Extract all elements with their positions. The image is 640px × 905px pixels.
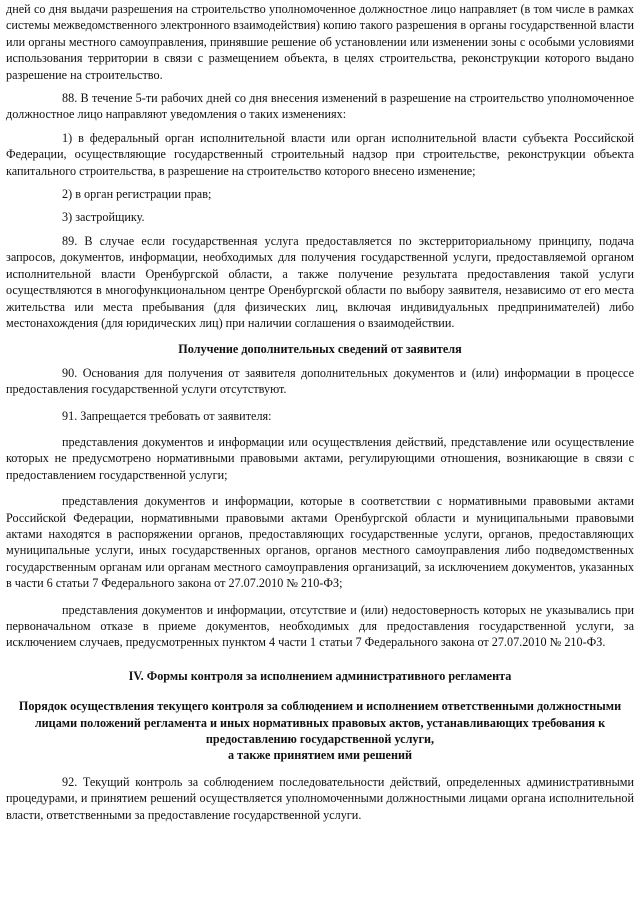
list-item-3: 3) застройщику. [62, 210, 145, 225]
section-heading-current-control-cont: а также принятием ими решений [227, 748, 413, 763]
paragraph-92: 92. Текущий контроль за соблюдением последовательности действий, определенных административными процедурами, и принятием решений осуществляется уполномоченными должностными лицами органа исполнительной власти, ответственными за предоставление государственной услуги. [6, 774, 634, 822]
paragraph-89: 89. В случае если государственная услуга предоставляется по экстерриториальному принципу, подача запросов, документов, информации, необходимых для получения государственной услуги, предоставляемой органом исполнительной власти Оренбургской области, а также получение результата предоставления такой услуги осуществляются в многофункциональном центре Оренбургской области по выбору заявителя, независимо от его места жительства или места пребывания (для физических лиц, включая индивидуальных предпринимателей) либо местонахождения (для юридических лиц) при наличии соглашения о взаимодействии. [6, 233, 634, 330]
list-item-1: 1) в федеральный орган исполнительной власти или орган исполнительной власти субъекта Российской Федерации, осуществляющие государственный строительный надзор при строительстве, реконструкции объекта капитального строительства, в разрешение на строительство которого внесено изменение; [6, 130, 634, 178]
list-item-2: 2) в орган регистрации прав; [62, 187, 212, 202]
paragraph-91: 91. Запрещается требовать от заявителя: [62, 408, 272, 423]
section-heading-current-control: Порядок осуществления текущего контроля за соблюдением и исполнением ответственными должностными лицами положений регламента и иных нормативных правовых актов, устанавливающих требования к предоставлению государственной услуги, [18, 699, 622, 747]
section-heading-additional-info: Получение дополнительных сведений от заявителя [178, 342, 462, 357]
paragraph-91-item-2: представления документов и информации, которые в соответствии с нормативными правовыми актами Российской Федерации, нормативными правовыми актами Оренбургской области и муниципальными правовыми актами находятся в распоряжении органов, предоставляющих государственные услуги, органов, предоставляющих муниципальные услуги, иных государственных органов, органов местного самоуправления либо подведомственных государственным органам или органам местного самоуправления организаций, за исключением документов, указанных в части 6 статьи 7 Федерального закона от 27.07.2010 № 210-ФЗ; [6, 494, 634, 591]
paragraph-91-item-3: представления документов и информации, отсутствие и (или) недостоверность которых не указывались при первоначальном отказе в приеме документов, необходимых для предоставления государственной услуги, за исключением случаев, предусмотренных пунктом 4 части 1 статьи 7 Федерального закона от 27.07.2010 № 210-ФЗ. [6, 602, 634, 650]
paragraph-88: 88. В течение 5-ти рабочих дней со дня внесения изменений в разрешение на строительство уполномоченное должностное лицо направляют уведомления о таких изменениях: [6, 91, 634, 122]
paragraph-90: 90. Основания для получения от заявителя дополнительных документов и (или) информации в процессе предоставления государственной услуги отсутствуют. [6, 365, 634, 397]
paragraph-91-item-1: представления документов и информации или осуществления действий, представление или осуществление которых не предусмотрено нормативными правовыми актами, регулирующими отношения, возникающие в связи с предоставлением государственной услуги; [6, 434, 634, 482]
chapter-heading-iv: IV. Формы контроля за исполнением административного регламента [128, 668, 512, 683]
paragraph-continuation: дней со дня выдачи разрешения на строительство уполномоченное должностное лицо направляет (в том числе в рамках системы межведомственного электронного взаимодействия) копию такого разрешения в органы государственной власти или органы местного самоуправления, принявшие решение об установлении или изменении зоны с особыми условиями использования территории в связи с размещением объекта, в целях строительства, реконструкции которого выдано разрешение на строительство. [6, 2, 634, 82]
